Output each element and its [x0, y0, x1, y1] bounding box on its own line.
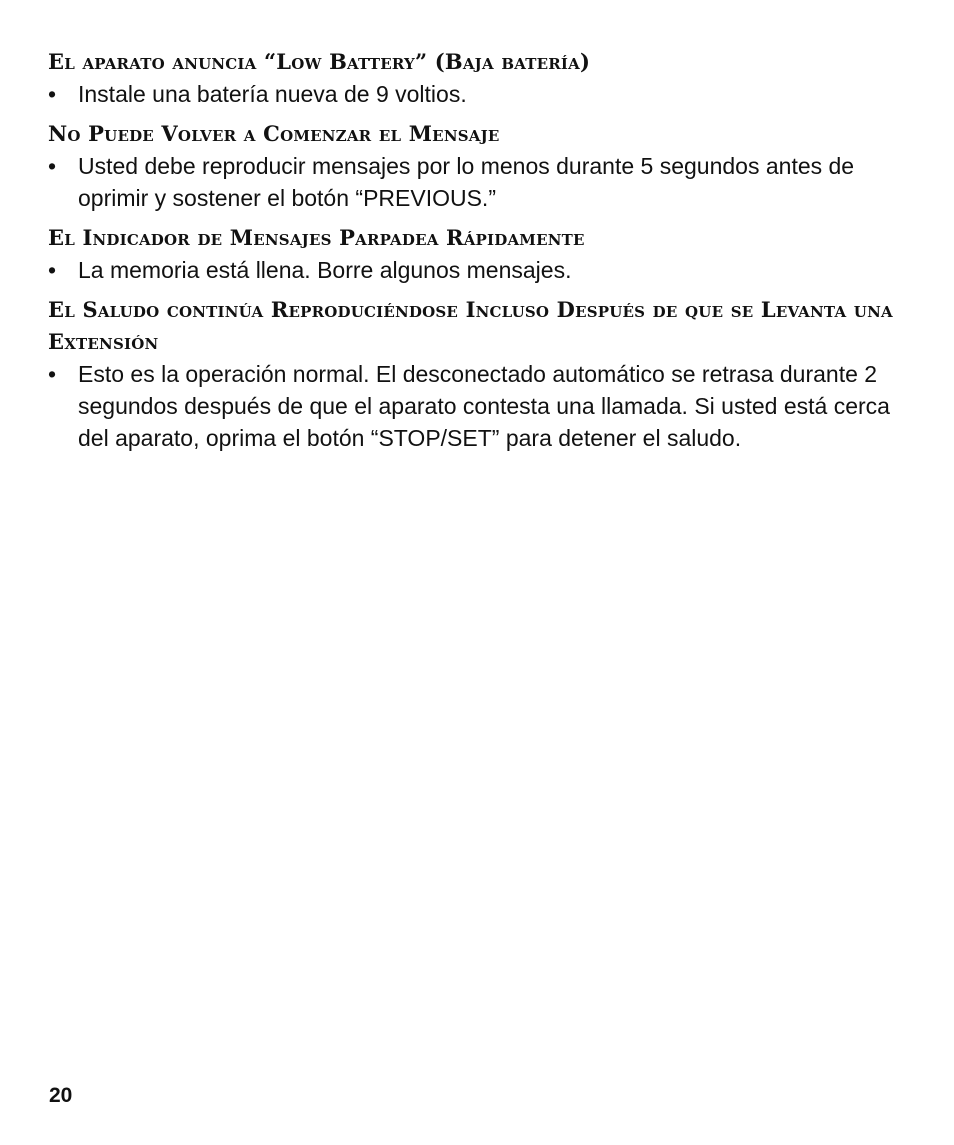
list-item [48, 150, 908, 214]
list-item [48, 358, 908, 454]
bullet-list [48, 78, 908, 110]
bullet-icon: • [48, 361, 57, 387]
bullet-text: Esto es la operación normal. El desconectado automático se retrasa durante 2 segundos después de que el aparato contesta una llamada. Si usted está cerca del aparato, oprima el botón “STOP/SET” para detener el saludo. [78, 361, 890, 451]
manual-page [48, 46, 908, 460]
bullet-text: Usted debe reproducir mensajes por lo menos durante 5 segundos antes de oprimir y sostener el botón “PREVIOUS.” [78, 153, 855, 211]
section-heading: No Puede Volver a Comenzar el Mensaje [48, 121, 500, 146]
bullet-list [48, 150, 908, 214]
bullet-list [48, 358, 908, 454]
bullet-text: Instale una batería nueva de 9 voltios. [78, 81, 467, 107]
section-heading: El Saludo continúa Reproduciéndose Incluso Después de que se Levanta una Extensión [48, 297, 893, 354]
bullet-text: La memoria está llena. Borre algunos mensajes. [78, 257, 572, 283]
section-low-battery [48, 46, 908, 110]
bullet-list [48, 254, 908, 286]
bullet-icon: • [48, 153, 57, 179]
bullet-icon: • [48, 257, 57, 283]
section-heading: El Indicador de Mensajes Parpadea Rápidamente [48, 225, 585, 250]
section-indicator-flashing [48, 222, 908, 286]
section-greeting-continues [48, 294, 908, 454]
section-cannot-restart-message [48, 118, 908, 214]
bullet-icon: • [48, 81, 57, 107]
list-item [48, 78, 908, 110]
page-number: 20 [49, 1084, 73, 1107]
section-heading: El aparato anuncia “Low Battery” (Baja batería) [48, 49, 591, 74]
list-item [48, 254, 908, 286]
